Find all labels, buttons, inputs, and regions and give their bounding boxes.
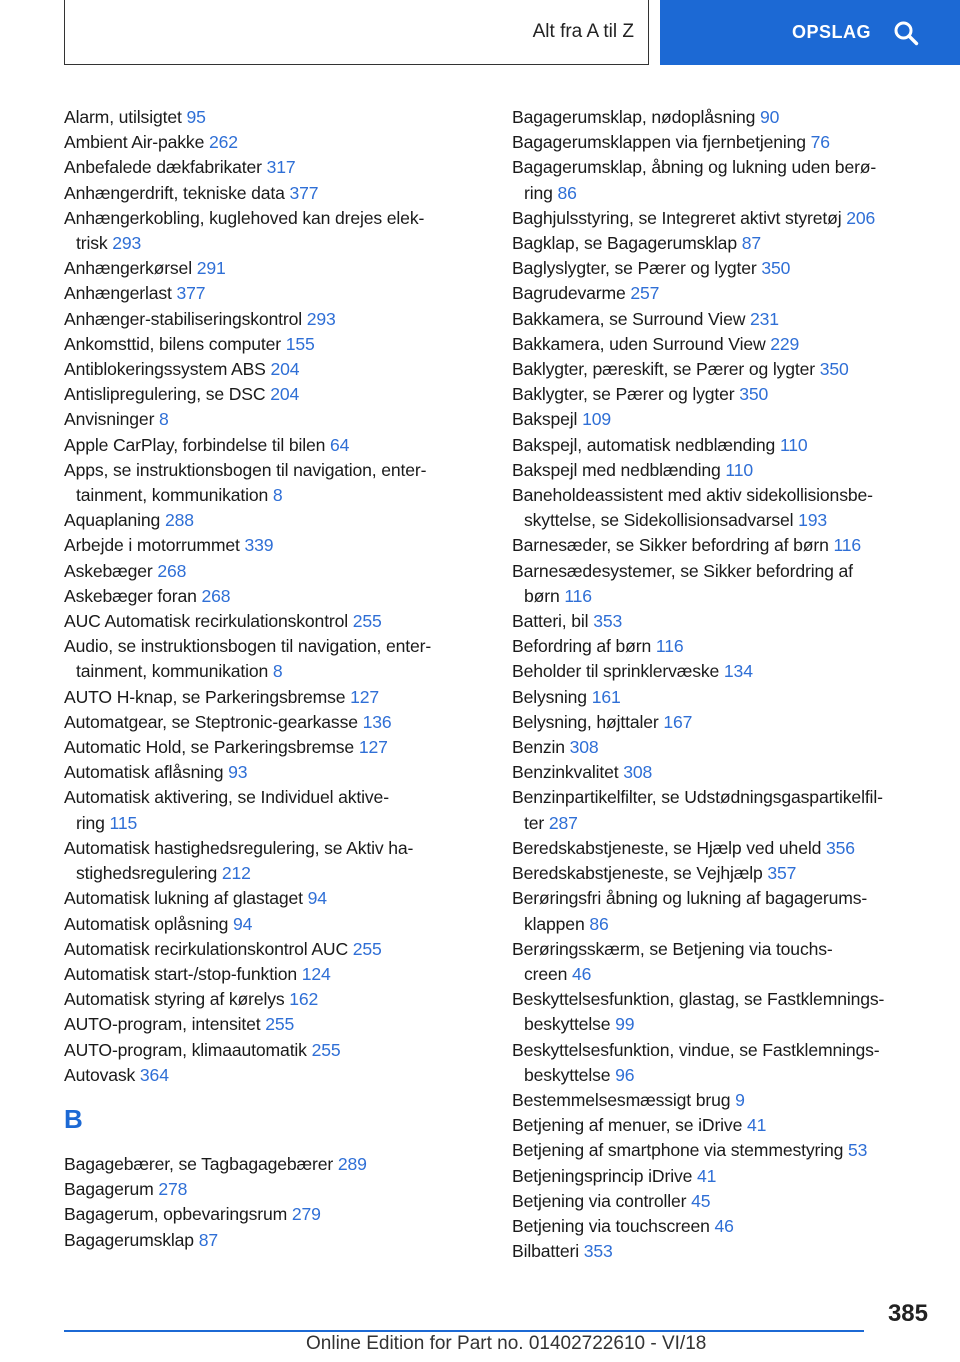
index-entry	[64, 181, 484, 206]
index-entry	[512, 281, 932, 306]
entry-text-continued: ring	[524, 182, 553, 203]
entry-text: Baklygter, pæreskift, se Pærer og lygter	[512, 359, 815, 380]
index-entry	[512, 407, 932, 432]
index-entry	[64, 785, 484, 835]
entry-text: Bagagerumsklap, nødoplåsning	[512, 107, 756, 127]
entry-text: Befordring af børn	[512, 636, 652, 657]
page-reference-link[interactable]: 206	[846, 207, 876, 228]
entry-text: AUC Automatisk recirkulationskontrol	[64, 611, 349, 632]
page-reference-link[interactable]: 212	[221, 863, 251, 884]
page-reference-link[interactable]: 110	[779, 434, 808, 455]
page-reference-link[interactable]: 90	[760, 107, 780, 127]
footer-divider	[64, 1330, 864, 1332]
entry-text: Bagagerum	[64, 1179, 154, 1200]
page-reference-link[interactable]: 9	[735, 1089, 745, 1110]
index-entry	[512, 483, 932, 533]
index-entry	[512, 155, 932, 205]
entry-text: Alarm, utilsigtet	[64, 107, 182, 127]
entry-text: Anhængerkobling, kuglehoved kan drejes elek-	[64, 207, 425, 228]
index-entry	[512, 710, 932, 735]
index-entry	[512, 433, 932, 458]
page-reference-link[interactable]: 8	[272, 661, 283, 682]
page-reference-link[interactable]: 350	[739, 384, 769, 405]
index-entry	[512, 382, 932, 407]
page-reference-link[interactable]: 124	[301, 963, 331, 984]
index-entry	[64, 332, 484, 357]
entry-text: Baklygter, se Pærer og lygter	[512, 384, 735, 405]
index-entry	[64, 256, 484, 281]
page-reference-link[interactable]: 161	[591, 686, 621, 707]
index-entry	[512, 760, 932, 785]
page-reference-link[interactable]: 262	[208, 132, 238, 153]
entry-text-continued: creen	[524, 963, 568, 984]
page-reference-link[interactable]: 94	[233, 913, 253, 934]
entry-text: Betjeningsprincip iDrive	[512, 1165, 693, 1186]
page-reference-link[interactable]: 86	[557, 182, 577, 203]
entry-text: Bakkamera, se Surround View	[512, 308, 746, 329]
index-entry	[64, 1038, 484, 1063]
page-reference-link[interactable]: 116	[655, 636, 684, 657]
index-entry	[64, 508, 484, 533]
page-reference-link[interactable]: 287	[548, 812, 578, 833]
entry-text: Ankomsttid, bilens computer	[64, 333, 281, 354]
entry-text: Benzin	[512, 737, 565, 758]
page-reference-link[interactable]: 95	[186, 107, 206, 127]
page-reference-link[interactable]: 93	[228, 762, 248, 783]
index-entry	[512, 735, 932, 760]
section-tab[interactable]	[64, 0, 649, 65]
page-reference-link[interactable]: 94	[307, 888, 327, 909]
entry-text: Benzinpartikelfilter, se Udstødningsgaspartikelfil-	[512, 787, 883, 808]
index-entry	[512, 1239, 932, 1264]
entry-text: Benzinkvalitet	[512, 762, 619, 783]
entry-text: Anbefalede dækfabrikater	[64, 157, 262, 178]
index-entry	[512, 609, 932, 634]
index-entry	[512, 533, 932, 558]
entry-text: Apple CarPlay, forbindelse til bilen	[64, 434, 326, 455]
index-entry	[64, 886, 484, 911]
entry-text: Bagklap, se Bagagerumsklap	[512, 233, 737, 254]
index-entry	[512, 634, 932, 659]
entry-text-continued: beskyttelse	[524, 1064, 611, 1085]
index-entry	[512, 685, 932, 710]
page-reference-link[interactable]: 53	[847, 1140, 868, 1161]
index-entry	[64, 382, 484, 407]
page-reference-link[interactable]: 356	[825, 837, 855, 858]
index-entry	[512, 130, 932, 155]
page-reference-link[interactable]: 293	[306, 308, 336, 329]
index-entry	[64, 206, 484, 256]
index-entry	[64, 735, 484, 760]
entry-text: Betjening af smartphone via stemmestyring	[512, 1140, 844, 1161]
entry-text: Bagagerumsklappen via fjernbetjening	[512, 132, 806, 153]
page-reference-link[interactable]: 86	[589, 913, 609, 934]
index-entry	[512, 886, 932, 936]
index-entry	[64, 634, 484, 684]
page-reference-link[interactable]: 167	[663, 711, 693, 732]
page-reference-link[interactable]: 377	[289, 182, 319, 203]
page-reference-link[interactable]: 41	[697, 1165, 717, 1186]
entry-text: Automatisk aflåsning	[64, 762, 224, 783]
entry-text: Bestemmelsesmæssigt brug	[512, 1089, 731, 1110]
entry-text: Barnesæder, se Sikker befordring af børn	[512, 535, 829, 556]
page-reference-link[interactable]: 45	[691, 1190, 711, 1211]
page-reference-link[interactable]: 278	[158, 1179, 188, 1200]
entry-text: Bakspejl med nedblænding	[512, 459, 721, 480]
entry-text: Beskyttelsesfunktion, vindue, se Fastklemnings-	[512, 1039, 880, 1060]
entry-text: Anhængerkørsel	[64, 258, 192, 279]
lookup-button-label: OPSLAG	[792, 22, 872, 42]
entry-text-continued: børn	[524, 585, 560, 606]
page-reference-link[interactable]: 364	[139, 1064, 169, 1085]
page-reference-link[interactable]: 255	[265, 1014, 295, 1035]
entry-text: Bagagerumsklap, åbning og lukning uden berø-	[512, 157, 877, 178]
entry-text: Berøringsfri åbning og lukning af bagagerums-	[512, 888, 868, 909]
page-reference-link[interactable]: 288	[164, 510, 194, 531]
entry-text: AUTO-program, klimaautomatik	[64, 1039, 307, 1060]
entry-text: Beholder til sprinklervæske	[512, 661, 720, 682]
page-reference-link[interactable]: 317	[266, 157, 296, 178]
section-title: Alt fra A til Z	[532, 21, 634, 42]
index-entry	[512, 861, 932, 886]
entry-text: Automatisk oplåsning	[64, 913, 229, 934]
page-reference-link[interactable]: 99	[615, 1014, 635, 1035]
index-entry	[64, 1228, 484, 1253]
entry-text: Baghjulsstyring, se Integreret aktivt styretøj	[512, 207, 842, 228]
index-entry	[512, 332, 932, 357]
page-reference-link[interactable]: 127	[358, 737, 388, 758]
entry-text: Baneholdeassistent med aktiv sidekollisionsbe-	[512, 485, 873, 506]
index-list-b-continued	[512, 105, 932, 1264]
index-entry	[64, 962, 484, 987]
page-reference-link[interactable]: 87	[198, 1229, 218, 1250]
index-entry	[64, 1202, 484, 1227]
index-entry	[64, 357, 484, 382]
entry-text: Bakspejl	[512, 409, 578, 430]
page-reference-link[interactable]: 350	[819, 359, 849, 380]
index-list-b	[64, 1152, 484, 1253]
entry-text: Aquaplaning	[64, 510, 161, 531]
index-entry	[64, 987, 484, 1012]
page-reference-link[interactable]: 268	[201, 585, 231, 606]
entry-text: Automatisk hastighedsregulering, se Aktiv ha-	[64, 837, 414, 858]
entry-text-continued: stighedsregulering	[76, 863, 218, 884]
entry-text: Automatisk lukning af glastaget	[64, 888, 303, 909]
entry-text: Bagagerum, opbevaringsrum	[64, 1204, 288, 1225]
page-reference-link[interactable]: 268	[157, 560, 187, 581]
index-entry	[512, 458, 932, 483]
index-entry	[64, 559, 484, 584]
index-entry	[64, 685, 484, 710]
page-reference-link[interactable]: 8	[272, 485, 283, 506]
index-entry	[64, 281, 484, 306]
entry-text-continued: skyttelse, se Sidekollisionsadvarsel	[524, 510, 794, 531]
entry-text: Ambient Air-pakke	[64, 132, 205, 153]
index-entry	[64, 836, 484, 886]
page-reference-link[interactable]: 293	[112, 233, 142, 254]
entry-text: Anhænger-stabiliseringskontrol	[64, 308, 303, 329]
entry-text: Beredskabstjeneste, se Vejhjælp	[512, 863, 763, 884]
letter-heading: B	[64, 1103, 83, 1134]
page-reference-link[interactable]: 116	[564, 585, 592, 606]
page-reference-link[interactable]: 87	[741, 233, 761, 254]
index-entry	[64, 155, 484, 180]
page-reference-link[interactable]: 291	[196, 258, 226, 279]
page-reference-link[interactable]: 136	[362, 711, 392, 732]
page-reference-link[interactable]: 8	[159, 409, 169, 430]
index-entry	[512, 1164, 932, 1189]
entry-text: Antiblokeringssystem ABS	[64, 359, 266, 380]
entry-text: Anvisninger	[64, 409, 155, 430]
page-number: 385	[887, 1300, 928, 1327]
entry-text: Baglyslygter, se Pærer og lygter	[512, 258, 757, 279]
page-reference-link[interactable]: 46	[714, 1215, 734, 1236]
index-entry	[64, 130, 484, 155]
index-entry	[64, 584, 484, 609]
index-entry	[512, 1113, 932, 1138]
index-entry	[64, 433, 484, 458]
entry-text: Betjening via controller	[512, 1190, 687, 1211]
page-reference-link[interactable]: 115	[109, 812, 138, 833]
page-reference-link[interactable]: 255	[352, 611, 382, 632]
entry-text-continued: ring	[76, 812, 105, 833]
index-entry	[64, 710, 484, 735]
index-entry	[512, 659, 932, 684]
entry-text: Belysning	[512, 686, 587, 707]
lookup-button[interactable]	[660, 0, 960, 65]
entry-text-continued: beskyttelse	[524, 1014, 611, 1035]
entry-text: Berøringsskærm, se Betjening via touchs-	[512, 938, 833, 959]
entry-text: Bagrudevarme	[512, 283, 626, 304]
page-reference-link[interactable]: 357	[767, 863, 797, 884]
page-reference-link[interactable]: 255	[352, 938, 382, 959]
entry-text: Bagagerumsklap	[64, 1229, 194, 1250]
page-reference-link[interactable]: 339	[244, 535, 274, 556]
entry-text: Anhængerlast	[64, 283, 172, 304]
entry-text: Askebæger	[64, 560, 153, 581]
index-column-right	[512, 105, 932, 1264]
page-reference-link[interactable]: 204	[270, 384, 300, 405]
index-entry	[512, 307, 932, 332]
index-entry	[64, 760, 484, 785]
index-entry	[512, 206, 932, 231]
page-reference-link[interactable]: 96	[615, 1064, 635, 1085]
index-entry	[512, 1214, 932, 1239]
entry-text: Bakspejl, automatisk nedblænding	[512, 434, 776, 455]
index-entry	[512, 357, 932, 382]
index-entry	[512, 1138, 932, 1163]
entry-text: Beskyttelsesfunktion, glastag, se Fastklemnings-	[512, 989, 885, 1010]
entry-text: Bilbatteri	[512, 1241, 579, 1262]
page-reference-link[interactable]: 134	[723, 661, 753, 682]
edition-text: Online Edition for Part no. 01402722610 - VI/18	[306, 1333, 707, 1354]
index-entry	[64, 609, 484, 634]
entry-text-continued: ter	[524, 812, 545, 833]
index-entry	[512, 785, 932, 835]
entry-text: Bakkamera, uden Surround View	[512, 333, 766, 354]
entry-text: Apps, se instruktionsbogen til navigation, enter-	[64, 459, 427, 480]
entry-text: Automatgear, se Steptronic-gearkasse	[64, 711, 358, 732]
index-list-a	[64, 105, 484, 1088]
entry-text: Audio, se instruktionsbogen til navigation, enter-	[64, 636, 432, 657]
index-entry	[512, 231, 932, 256]
page-reference-link[interactable]: 127	[350, 686, 380, 707]
entry-text: Askebæger foran	[64, 585, 197, 606]
index-entry	[64, 1152, 484, 1177]
index-entry	[512, 1189, 932, 1214]
entry-text: Batteri, bil	[512, 611, 589, 632]
index-entry	[512, 256, 932, 281]
page-reference-link[interactable]: 231	[750, 308, 779, 329]
index-entry	[64, 1012, 484, 1037]
entry-text: Automatisk recirkulationskontrol AUC	[64, 938, 349, 959]
page-reference-link[interactable]: 308	[623, 762, 653, 783]
footer-edition	[306, 1333, 706, 1355]
entry-text: Automatisk aktivering, se Individuel aktive-	[64, 787, 389, 808]
index-entry	[64, 307, 484, 332]
index-column-left	[64, 105, 484, 1253]
entry-text: Automatisk styring af kørelys	[64, 989, 285, 1010]
page-reference-link[interactable]: 229	[770, 333, 800, 354]
entry-text-continued: trisk	[76, 233, 108, 254]
page-reference-link[interactable]: 353	[593, 611, 623, 632]
entry-text: Arbejde i motorrummet	[64, 535, 240, 556]
page-reference-link[interactable]: 308	[569, 737, 599, 758]
entry-text-continued: tainment, kommunikation	[76, 485, 269, 506]
index-entry	[64, 407, 484, 432]
page-reference-link[interactable]: 193	[798, 510, 828, 531]
page-reference-link[interactable]: 76	[810, 132, 830, 153]
page-reference-link[interactable]: 46	[572, 963, 592, 984]
index-entry	[64, 912, 484, 937]
index-entry	[64, 1063, 484, 1088]
page-reference-link[interactable]: 377	[176, 283, 206, 304]
index-entry	[512, 836, 932, 861]
page-reference-link[interactable]: 162	[289, 989, 319, 1010]
page-reference-link[interactable]: 279	[291, 1204, 321, 1225]
index-entry	[64, 105, 484, 130]
page-reference-link[interactable]: 353	[583, 1241, 613, 1262]
entry-text: Beredskabstjeneste, se Hjælp ved uheld	[512, 837, 822, 858]
page-reference-link[interactable]: 204	[270, 359, 300, 380]
page-reference-link[interactable]: 110	[725, 459, 754, 480]
index-entry	[512, 987, 932, 1037]
index-entry	[512, 559, 932, 609]
entry-text-continued: klappen	[524, 913, 585, 934]
index-entry	[64, 458, 484, 508]
entry-text-continued: tainment, kommunikation	[76, 661, 269, 682]
entry-text: Betjening af menuer, se iDrive	[512, 1115, 743, 1136]
index-entry	[512, 1038, 932, 1088]
index-entry	[512, 937, 932, 987]
entry-text: Belysning, højttaler	[512, 711, 659, 732]
entry-text: Bagagebærer, se Tagbagagebærer	[64, 1153, 334, 1174]
entry-text: AUTO-program, intensitet	[64, 1014, 261, 1035]
entry-text: Barnesædesystemer, se Sikker befordring af	[512, 560, 853, 581]
page-reference-link[interactable]: 257	[630, 283, 660, 304]
entry-text: Autovask	[64, 1064, 136, 1085]
index-entry	[512, 105, 932, 130]
page-reference-link[interactable]: 255	[311, 1039, 341, 1060]
entry-text: Betjening via touchscreen	[512, 1215, 710, 1236]
entry-text: Automatic Hold, se Parkeringsbremse	[64, 737, 355, 758]
page-reference-link[interactable]: 350	[761, 258, 791, 279]
entry-text: Anhængerdrift, tekniske data	[64, 182, 285, 203]
page-reference-link[interactable]: 64	[330, 434, 350, 455]
page-reference-link[interactable]: 289	[337, 1153, 367, 1174]
page-reference-link[interactable]: 41	[746, 1115, 767, 1136]
page-reference-link[interactable]: 109	[582, 409, 611, 430]
page-reference-link[interactable]: 155	[285, 333, 315, 354]
entry-text: Automatisk start-/stop-funktion	[64, 963, 297, 984]
index-entry	[64, 937, 484, 962]
entry-text: AUTO H-knap, se Parkeringsbremse	[64, 686, 346, 707]
index-entry	[512, 1088, 932, 1113]
index-entry	[64, 533, 484, 558]
entry-text: Antislipregulering, se DSC	[64, 384, 266, 405]
search-icon	[893, 20, 919, 46]
page-reference-link[interactable]: 116	[833, 535, 862, 556]
index-entry	[64, 1177, 484, 1202]
